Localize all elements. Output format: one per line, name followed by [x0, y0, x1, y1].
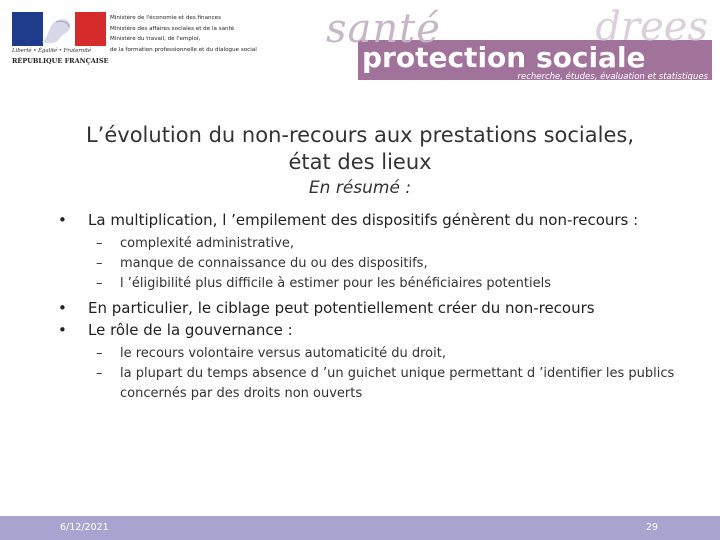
- republique-francaise-logo: [12, 12, 109, 66]
- bullet-text: La multiplication, l ’empilement des dispositifs génèrent du non-recours :: [88, 211, 639, 229]
- dash-marker: –: [96, 346, 103, 361]
- bullet-text: Le rôle de la gouvernance :: [88, 321, 293, 339]
- sub-item: [96, 344, 678, 364]
- logo-republic: RÉPUBLIQUE FRANÇAISE: [12, 57, 109, 65]
- brand-tagline: recherche, études, évaluation et statistiques: [517, 72, 708, 82]
- brand-sante: santé: [326, 6, 441, 52]
- ministry-line: Ministère du travail, de l'emploi,: [110, 36, 201, 42]
- dash-marker: –: [96, 366, 103, 381]
- slide-title-line1: L’évolution du non-recours aux prestations sociales,: [85, 123, 635, 147]
- sub-item: [96, 234, 678, 254]
- brand-drees: drees: [595, 4, 708, 50]
- logo-motto: Liberté • Égalité • Fraternité: [12, 48, 92, 54]
- bullet-text: En particulier, le ciblage peut potentiellement créer du non-recours: [88, 299, 595, 317]
- bullet-marker: •: [58, 299, 67, 317]
- dash-marker: –: [96, 256, 103, 271]
- sub-text: complexité administrative,: [120, 236, 294, 251]
- brand-protection-sociale: protection sociale: [362, 41, 646, 74]
- bullet-marker: •: [58, 321, 67, 339]
- footer-date: 6/12/2021: [60, 522, 109, 533]
- dash-marker: –: [96, 236, 103, 251]
- bullet-marker: •: [58, 211, 67, 229]
- bullet-item: [58, 210, 678, 230]
- slide-title-line2: état des lieux: [288, 150, 432, 174]
- sub-list: [96, 344, 678, 404]
- ministry-line: de la formation professionnelle et du dialogue social: [110, 46, 257, 53]
- marianne-flag-icon: [12, 12, 106, 46]
- sub-text: le recours volontaire versus automaticité du droit,: [120, 346, 446, 361]
- bullet-item: [58, 298, 678, 318]
- ministry-line: Ministère de l'économie et des finances: [110, 15, 221, 21]
- slide-footer: [0, 516, 720, 540]
- dash-marker: –: [96, 276, 103, 291]
- sub-text: la plupart du temps absence d ’un guichet unique permettant d ’identifier les publics concernés par des droits non ouverts: [120, 366, 675, 401]
- page-number: 29: [645, 522, 658, 533]
- sub-list: [96, 234, 678, 294]
- sub-text: l ’éligibilité plus difficile à estimer pour les bénéficiaires potentiels: [120, 276, 551, 291]
- ministry-line: Ministère des affaires sociales et de la santé: [110, 25, 235, 32]
- slide-content: [58, 208, 678, 408]
- bullet-item: [58, 320, 678, 340]
- slide-subtitle: En résumé :: [308, 178, 412, 198]
- ministries-list: [110, 13, 257, 55]
- sub-item: [96, 274, 678, 294]
- sub-text: manque de connaissance du ou des dispositifs,: [120, 256, 428, 271]
- slide-title: [60, 122, 660, 176]
- sub-item: [96, 254, 678, 274]
- sub-item: [96, 364, 678, 404]
- drees-banner: [322, 4, 712, 86]
